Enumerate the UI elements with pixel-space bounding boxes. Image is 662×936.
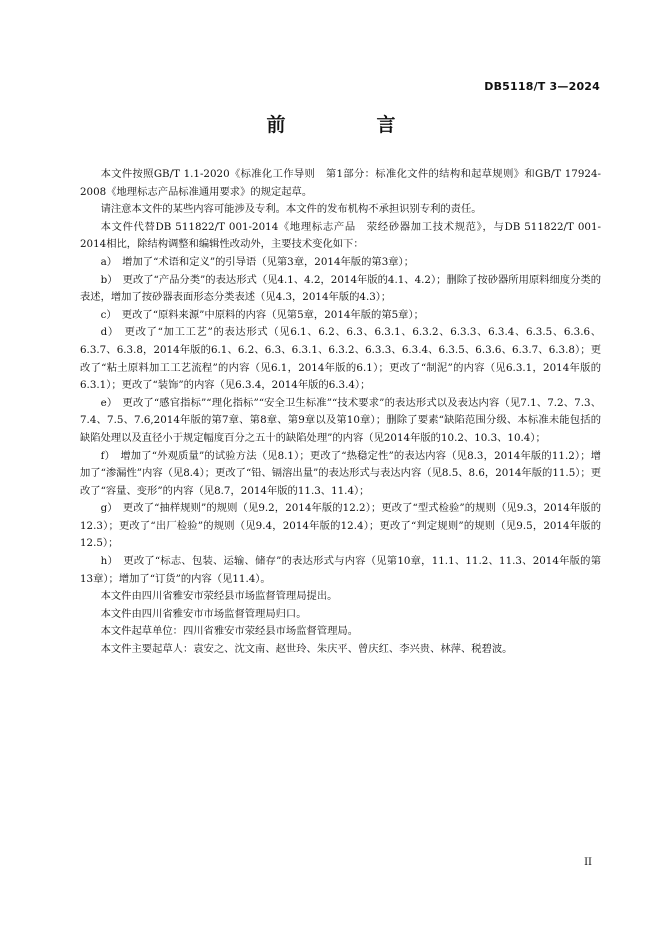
paragraph-drafting-unit: 本文件起草单位：四川省雅安市荥经县市场监督管理局。 — [100, 625, 359, 638]
list-item-d: d） 更改了“加工工艺”的表达形式（见6.1、6.2、6.3、6.3.1、6.3.2、6.3.3、6.3.4、6.3.5、6.3.6、6.3.7、6.3.8，2014年版的6.1、6.2、6.3、6.3.1、6.3.2、6.3.3、6.3.4、6.3.5、6.3.6、6.3.7、6.3.8）；更改了“粘土原料加工工艺流程”的内容（见6.1，2014年版的6.1）；更改了“制泥”的内容（见6.3.1，2014年版的6.3.1）；更改了“装饰”的内容（见6.3.4，2014年版的6.3.4）； — [80, 326, 601, 392]
list-item-g: g） 更改了“抽样规则”的规则（见9.2，2014年版的12.2）；更改了“型式检验”的规则（见9.3，2014年版的12.3）；更改了“出厂检验”的规则（见9.4，2014年版的12.4）；更改了“判定规则”的规则（见9.5，2014年版的12.5）； — [80, 502, 601, 550]
foreword-body — [80, 166, 601, 659]
paragraph-patent-notice: 请注意本文件的某些内容可能涉及专利。本文件的发布机构不承担识别专利的责任。 — [100, 203, 482, 216]
list-item-e: e） 更改了“感官指标”“理化指标”“安全卫生标准”“技术要求”的表达形式以及表达内容（见7.1、7.2、7.3、7.4、7.5、7.6,2014年版的第7章、第8章、第9章以及第10章）；删除了要素“缺陷范围分级、本标准未能包括的缺陷处理以及直径小于规定幅度百分之五十的缺陷处理”的内容（见2014年版的10.2、10.3、10.4）； — [80, 396, 601, 444]
paragraph-proposer: 本文件由四川省雅安市荥经县市场监督管理局提出。 — [100, 590, 338, 603]
page-title: 前 言 — [266, 114, 432, 136]
paragraph-replacement: 本文件代替DB 511822/T 001-2014《地理标志产品 荥经砂器加工技术规范》，与DB 511822/T 001-2014相比，除结构调整和编辑性改动外，主要技术变化如下： — [80, 220, 601, 251]
list-item-a: a） 增加了“术语和定义”的引导语（见第3章，2014年版的第3章）； — [100, 255, 414, 268]
paragraph-drafters: 本文件主要起草人：袁安之、沈文南、赵世玲、朱庆平、曾庆红、李兴贵、林萍、税碧波。 — [100, 643, 513, 656]
list-item-h: h） 更改了“标志、包装、运输、储存”的表达形式与内容（见第10章，11.1、11.2、11.3、2014年版的第13章）；增加了“订货”的内容（见11.4）。 — [80, 555, 601, 585]
paragraph-administrator: 本文件由四川省雅安市市场监督管理局归口。 — [100, 607, 307, 620]
document-code: DB5118/T 3—2024 — [484, 80, 600, 93]
list-item-f: f） 增加了“外观质量”的试验方法（见8.1）；更改了“热稳定性”的表达内容（见8.3，2014年版的11.2）；增加了“渗漏性”内容（见8.4）；更改了“铅、镉溶出量”的表达形式与表达内容（见8.5、8.6，2014年版的11.5）；更改了“容量、变形”的内容（见8.7，2014年版的11.3、11.4）； — [80, 449, 601, 497]
page-number: II — [584, 857, 592, 868]
paragraph-drafting-basis: 本文件按照GB/T 1.1-2020《标准化工作导则 第1部分：标准化文件的结构和起草规则》和GB/T 17924-2008《地理标志产品标准通用要求》的规定起草。 — [80, 168, 601, 198]
list-item-b: b） 更改了“产品分类”的表达形式（见4.1、4.2，2014年版的4.1、4.2）；删除了按砂器所用原料细度分类的表述，增加了按砂器表面形态分类表述（见4.3，2014年版的4.3）； — [80, 273, 601, 304]
list-item-c: c） 更改了“原料来源”中原料的内容（见第5章，2014年版的第5章）； — [100, 308, 424, 321]
